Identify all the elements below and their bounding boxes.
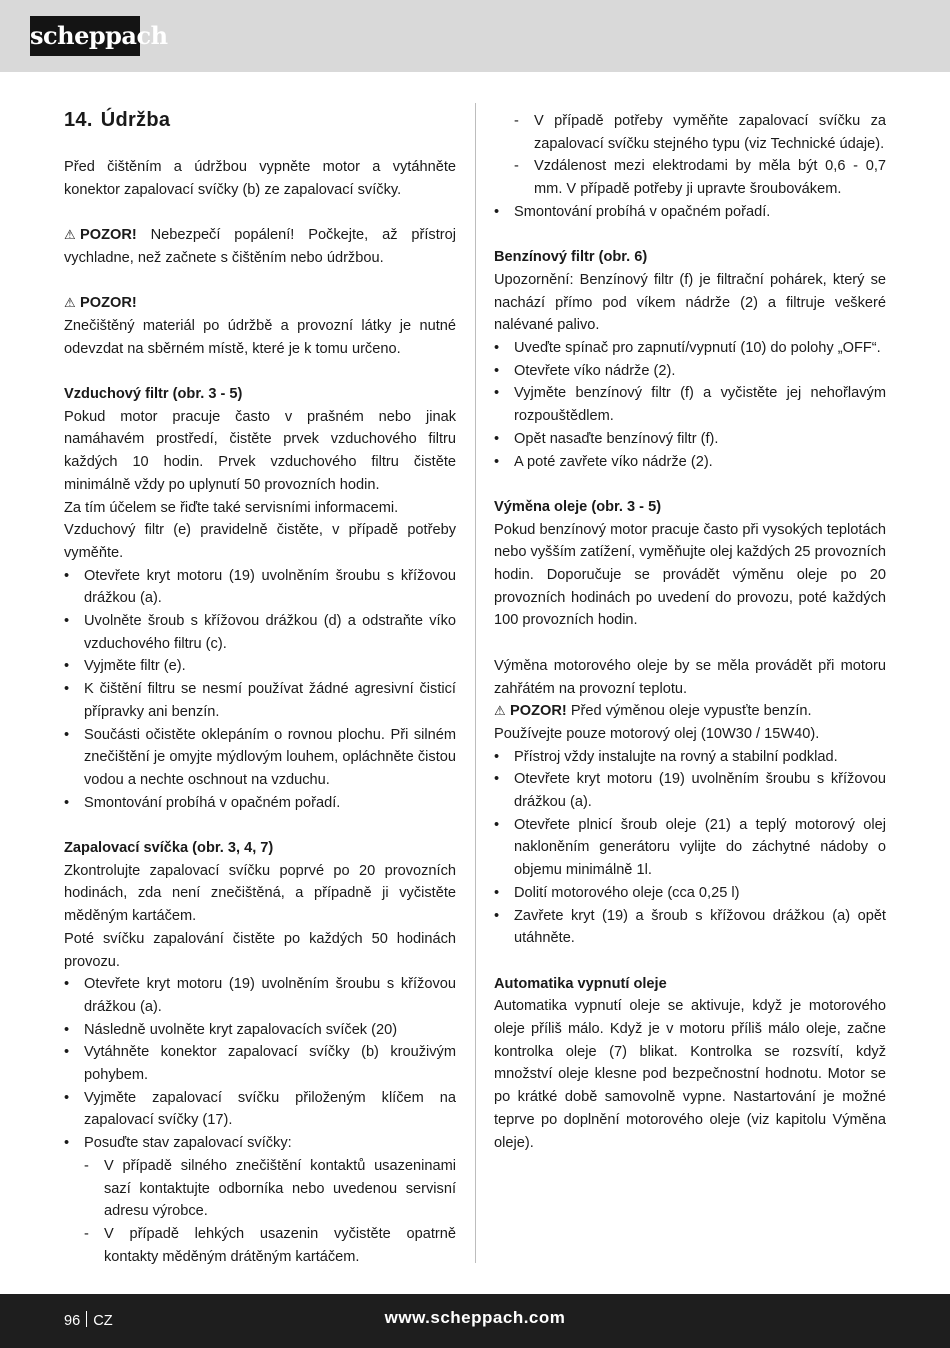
sub-list-item: - Vzdálenost mezi elektrodami by měla být 0,6 - 0,7 mm. V případě potřeby ji upravte šroubovákem. [494, 155, 886, 200]
list-item: • Opět nasaďte benzínový filtr (f). [494, 428, 886, 451]
scheppach-logo: scheppach [30, 16, 140, 56]
list-item: • Součásti očistěte oklepáním o rovnou plochu. Při silném znečištění je omyjte mýdlovým louhem, opláchněte čistou vodou a nechte oschnout na vzduchu. [64, 724, 456, 792]
warning-triangle-icon: ⚠ [64, 295, 76, 311]
list-item: • Otevřete víko nádrže (2). [494, 360, 886, 383]
air-filter-p2: Za tím účelem se řiďte také servisními informacemi. [64, 499, 399, 516]
list-item: • Smontování probíhá v opačném pořadí. [64, 792, 456, 815]
air-filter-steps [64, 565, 456, 815]
list-item: • Zavřete kryt (19) a šroub s křížovou drážkou (a) opět utáhněte. [494, 905, 886, 950]
warning-burn [64, 224, 456, 269]
oil-shutoff-p1: Automatika vypnutí oleje se aktivuje, když je motorového oleje příliš málo. Když je v motoru příliš málo oleje, začne kontrolka oleje (7) blikat. Kontrolka se rozsvítí, když množství oleje klesne pod bezpečnostní hodnotu. Motor se po krátké době samovolně vypne. Nastartování je možné teprve po doplnění motorového oleje (viz kapitolu Výměna oleje). [494, 998, 886, 1151]
list-item: • Vytáhněte konektor zapalovací svíčky (b) krouživým pohybem. [64, 1041, 456, 1086]
list-item: • Otevřete kryt motoru (19) uvolněním šroubu s křížovou drážkou (a). [494, 768, 886, 813]
spark-plug-steps-continued [494, 110, 886, 224]
air-filter-heading: Vzduchový filtr (obr. 3 - 5) [64, 385, 243, 402]
fuel-filter-steps [494, 337, 886, 473]
footer [0, 1294, 950, 1348]
warning-disposal-label [64, 292, 456, 315]
warning-text: Nebezpečí popálení! Počkejte, až přístroj vychladne, než začnete s čištěním nebo údržbou. [64, 227, 456, 266]
oil-change-p2: Výměna motorového oleje by se měla provádět při motoru zahřátém na provozní teplotu. [494, 657, 886, 697]
air-filter-p3: Vzduchový filtr (e) pravidelně čistěte, v případě potřeby vyměňte. [64, 522, 456, 561]
list-item: • A poté zavřete víko nádrže (2). [494, 451, 886, 474]
top-bar [0, 0, 950, 72]
list-item: • Následně uvolněte kryt zapalovacích svíček (20) [64, 1019, 456, 1042]
spark-plug-p2: Poté svíčku zapalování čistěte po každých 50 hodinách provozu. [64, 930, 456, 970]
warning-text: Před výměnou oleje vypusťte benzín. [566, 703, 812, 720]
list-item: • Vyjměte benzínový filtr (f) a vyčistěte jej nehořlavým rozpouštědlem. [494, 382, 886, 427]
sub-list-item: - V případě silného znečištění kontaktů usazeninami sazí kontaktujte odborníka nebo uvedenou servisní adresu výrobce. [64, 1155, 456, 1223]
section-title [64, 106, 456, 134]
column-divider [475, 103, 476, 1263]
list-item: • Vyjměte filtr (e). [64, 655, 456, 678]
list-item: • K čištění filtru se nesmí používat žádné agresivní čisticí přípravky ani benzín. [64, 678, 456, 723]
warning-label: POZOR! [80, 227, 137, 244]
left-column [64, 100, 456, 1268]
oil-change-heading: Výměna oleje (obr. 3 - 5) [494, 498, 662, 515]
spark-plug-p1: Zkontrolujte zapalovací svíčku poprvé po 20 provozních hodinách, zda není znečištěná, a případně ji vyčistěte měděným kartáčem. [64, 862, 456, 925]
list-item: • Posuďte stav zapalovací svíčky: [64, 1132, 456, 1155]
list-item: • Otevřete kryt motoru (19) uvolněním šroubu s křížovou drážkou (a). [64, 565, 456, 610]
fuel-filter-heading: Benzínový filtr (obr. 6) [494, 249, 648, 266]
section-number: 14. [64, 109, 93, 131]
oil-shutoff-heading: Automatika vypnutí oleje [494, 975, 667, 992]
website-url: www.scheppach.com [384, 1308, 566, 1327]
list-item: • Dolití motorového oleje (cca 0,25 l) [494, 882, 886, 905]
list-item: • Smontování probíhá v opačném pořadí. [494, 201, 886, 224]
oil-change-p3: Používejte pouze motorový olej (10W30 / 15W40). [494, 725, 820, 742]
spark-plug-steps [64, 973, 456, 1268]
air-filter-p1: Pokud motor pracuje často v prašném nebo jinak namáhavém prostředí, čistěte prvek vzduchového filtru každých 10 hodin. Prvek vzduchového filtru čistěte minimálně vždy po uplynutí 50 provozních hodin. [64, 408, 456, 493]
list-item: • Vyjměte zapalovací svíčku přiloženým klíčem na zapalovací svíčky (17). [64, 1087, 456, 1132]
spark-plug-heading: Zapalovací svíčka (obr. 3, 4, 7) [64, 840, 274, 857]
warning-label: POZOR! [80, 295, 137, 312]
sub-list-item: - V případě potřeby vyměňte zapalovací svíčku za zapalovací svíčku stejného typu (viz Technické údaje). [494, 110, 886, 155]
list-item: • Otevřete kryt motoru (19) uvolněním šroubu s křížovou drážkou (a). [64, 973, 456, 1018]
section-title-text: Údržba [100, 109, 171, 131]
list-item: • Přístroj vždy instalujte na rovný a stabilní podklad. [494, 746, 886, 769]
language-code: CZ [93, 1313, 113, 1329]
list-item: • Otevřete plnicí šroub oleje (21) a teplý motorový olej nakloněním generátoru vylijte do záchytné nádoby o objemu minimálně 1l. [494, 814, 886, 882]
warning-disposal-text: Znečištěný materiál po údržbě a provozní látky je nutné odevzdat na sběrném místě, které je k tomu určeno. [64, 317, 456, 357]
page-number-value: 96 [64, 1313, 81, 1329]
list-item: • Uveďte spínač pro zapnutí/vypnutí (10) do polohy „OFF“. [494, 337, 886, 360]
warning-triangle-icon: ⚠ [494, 703, 506, 719]
intro-paragraph: Před čištěním a údržbou vypněte motor a vytáhněte konektor zapalovací svíčky (b) ze zapalovací svíčky. [64, 159, 456, 198]
warning-label: POZOR! [510, 703, 567, 720]
right-column [494, 110, 886, 1154]
oil-warning [494, 700, 886, 723]
list-item: • Uvolněte šroub s křížovou drážkou (d) a odstraňte víko vzduchového filtru (c). [64, 610, 456, 655]
warning-triangle-icon: ⚠ [64, 227, 76, 243]
fuel-filter-p1: Upozornění: Benzínový filtr (f) je filtrační pohárek, který se nachází přímo pod víkem nádrže (2) a filtruje veškeré nalévané palivo. [494, 271, 886, 334]
oil-change-steps [494, 746, 886, 950]
oil-change-p1: Pokud benzínový motor pracuje často při vysokých teplotách nebo vyšším zatížení, vyměňujte olej každých 25 provozních hodin. Doporučuje se provádět výměnu oleje po 20 provozních hodinách po uvedení do provozu, poté každých 100 provozních hodin. [494, 521, 886, 629]
sub-list-item: - V případě lehkých usazenin vyčistěte opatrně kontakty měděným drátěným kartáčem. [64, 1223, 456, 1268]
